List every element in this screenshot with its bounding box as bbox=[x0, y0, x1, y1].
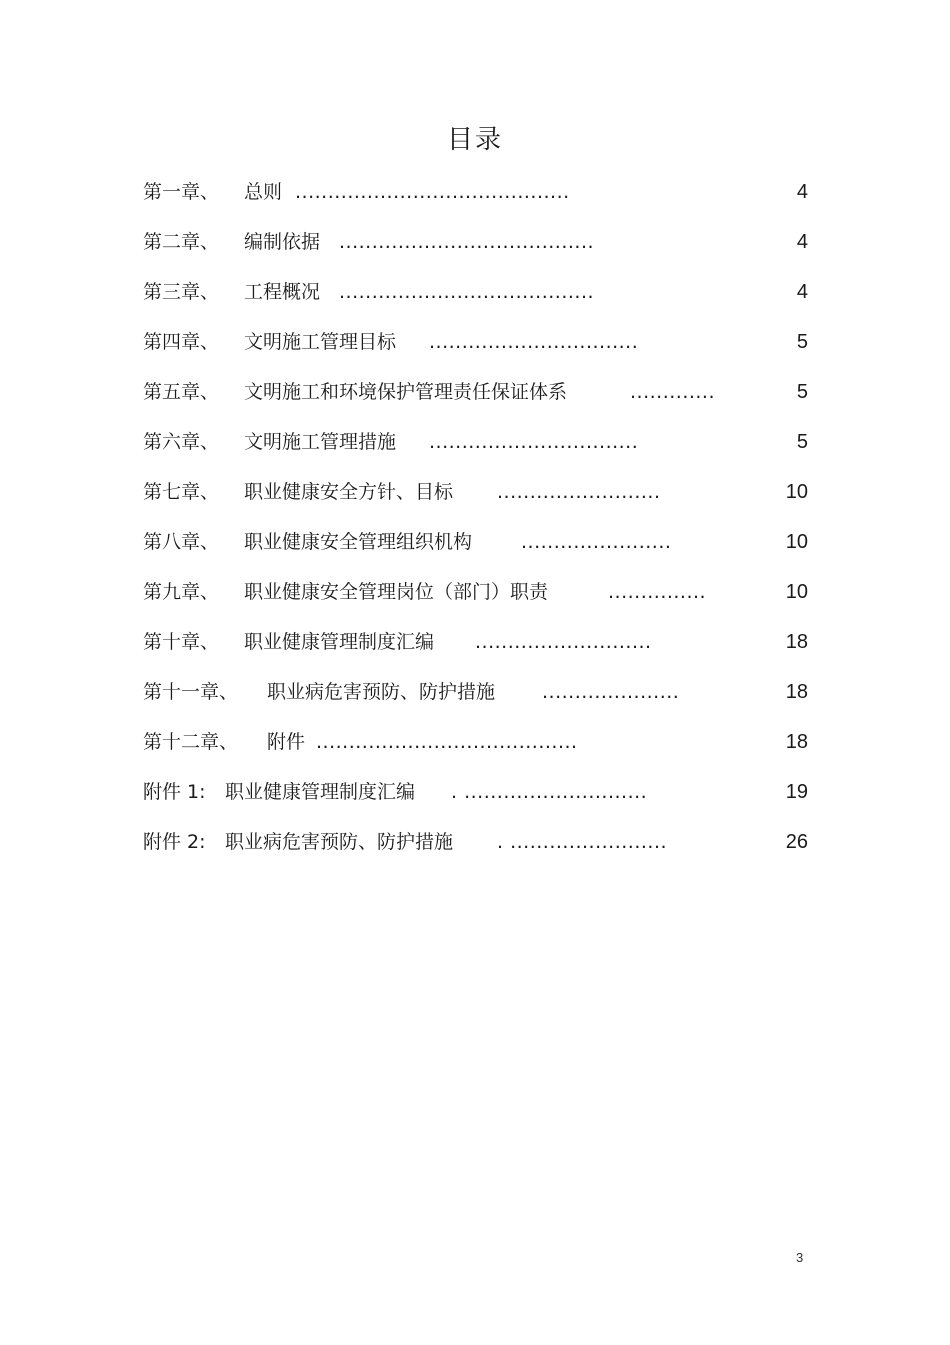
toc-entry-label: 第四章、 bbox=[143, 331, 220, 353]
toc-entry-label: 第八章、 bbox=[143, 531, 220, 553]
toc-entry-title: 附件 bbox=[267, 731, 306, 753]
toc-entry-label: 第九章、 bbox=[143, 581, 220, 603]
toc-leader-dots: ....................... bbox=[521, 531, 672, 553]
toc-entry-title: 文明施工和环境保护管理责任保证体系 bbox=[244, 381, 568, 403]
toc-entry-title: 总则 bbox=[244, 181, 283, 203]
toc-entry-title: 职业健康安全管理组织机构 bbox=[244, 531, 473, 553]
toc-entry-page: 5 bbox=[796, 331, 808, 353]
toc-leader-dots: ......................... bbox=[497, 481, 661, 503]
toc-entry-title: 文明施工管理目标 bbox=[244, 331, 397, 353]
toc-entry-label: 第三章、 bbox=[143, 281, 220, 303]
toc-entry-label: 第十一章、 bbox=[143, 681, 239, 703]
toc-entry-chapter-4[interactable] bbox=[143, 322, 808, 372]
toc-entry-label: 第五章、 bbox=[143, 381, 220, 403]
toc-entry-appendix-2[interactable] bbox=[143, 822, 808, 872]
toc-entry-page: 10 bbox=[785, 481, 808, 503]
toc-entry-label: 第七章、 bbox=[143, 481, 220, 503]
toc-leader-dots: .......................................... bbox=[295, 181, 570, 203]
toc-entry-page: 10 bbox=[785, 531, 808, 553]
toc-entry-chapter-2[interactable] bbox=[143, 222, 808, 272]
toc-entry-page: 4 bbox=[796, 181, 808, 203]
toc-entry-chapter-6[interactable] bbox=[143, 422, 808, 472]
toc-entry-title: 编制依据 bbox=[244, 231, 321, 253]
toc-entry-chapter-10[interactable] bbox=[143, 622, 808, 672]
toc-leader-dots: ............... bbox=[608, 581, 707, 603]
toc-entry-label: 附件 1: bbox=[143, 781, 206, 803]
toc-leader-dots: ........................... bbox=[475, 631, 652, 653]
toc-entry-chapter-3[interactable] bbox=[143, 272, 808, 322]
toc-entry-title: 职业病危害预防、防护措施 bbox=[225, 831, 454, 853]
toc-leader-dots: ....................................... bbox=[339, 231, 595, 253]
toc-entry-page: 10 bbox=[785, 581, 808, 603]
toc-leader-dots: ................................ bbox=[429, 331, 639, 353]
toc-entry-chapter-7[interactable] bbox=[143, 472, 808, 522]
toc-entry-title: 工程概况 bbox=[244, 281, 321, 303]
toc-entry-chapter-12[interactable] bbox=[143, 722, 808, 772]
toc-entry-label: 第十章、 bbox=[143, 631, 220, 653]
toc-entry-title: 职业健康安全方针、目标 bbox=[244, 481, 454, 503]
toc-entry-page: 18 bbox=[785, 631, 808, 653]
toc-entry-page: 18 bbox=[785, 681, 808, 703]
toc-entry-chapter-9[interactable] bbox=[143, 572, 808, 622]
page-title: 目录 bbox=[446, 125, 503, 155]
toc-leader-dots: . ............................ bbox=[451, 781, 648, 803]
toc-entry-title: 职业健康安全管理岗位（部门）职责 bbox=[244, 581, 549, 603]
toc-entry-page: 18 bbox=[785, 731, 808, 753]
toc-entry-page: 19 bbox=[785, 781, 808, 803]
toc-entry-label: 第六章、 bbox=[143, 431, 220, 453]
toc-leader-dots: ....................................... bbox=[339, 281, 595, 303]
toc-entry-title: 文明施工管理措施 bbox=[244, 431, 397, 453]
toc-entry-label: 附件 2: bbox=[143, 831, 206, 853]
toc-entry-title: 职业健康管理制度汇编 bbox=[244, 631, 435, 653]
toc-leader-dots: ........................................ bbox=[316, 731, 578, 753]
toc-entry-page: 4 bbox=[796, 231, 808, 253]
toc-leader-dots: ............. bbox=[630, 381, 716, 403]
toc-leader-dots: . ........................ bbox=[497, 831, 668, 853]
toc-entry-label: 第一章、 bbox=[143, 181, 220, 203]
toc-leader-dots: ..................... bbox=[542, 681, 680, 703]
toc-entry-page: 5 bbox=[796, 431, 808, 453]
toc-entry-label: 第二章、 bbox=[143, 231, 220, 253]
toc-entry-chapter-11[interactable] bbox=[143, 672, 808, 722]
toc-entry-page: 26 bbox=[785, 831, 808, 853]
toc-entry-page: 4 bbox=[796, 281, 808, 303]
toc-entry-label: 第十二章、 bbox=[143, 731, 239, 753]
table-of-contents bbox=[143, 172, 808, 872]
page-number: 3 bbox=[796, 1250, 804, 1265]
toc-entry-title: 职业健康管理制度汇编 bbox=[225, 781, 416, 803]
toc-entry-chapter-1[interactable] bbox=[143, 172, 808, 222]
toc-entry-chapter-5[interactable] bbox=[143, 372, 808, 422]
toc-entry-title: 职业病危害预防、防护措施 bbox=[267, 681, 496, 703]
toc-entry-appendix-1[interactable] bbox=[143, 772, 808, 822]
toc-leader-dots: ................................ bbox=[429, 431, 639, 453]
toc-entry-page: 5 bbox=[796, 381, 808, 403]
toc-entry-chapter-8[interactable] bbox=[143, 522, 808, 572]
